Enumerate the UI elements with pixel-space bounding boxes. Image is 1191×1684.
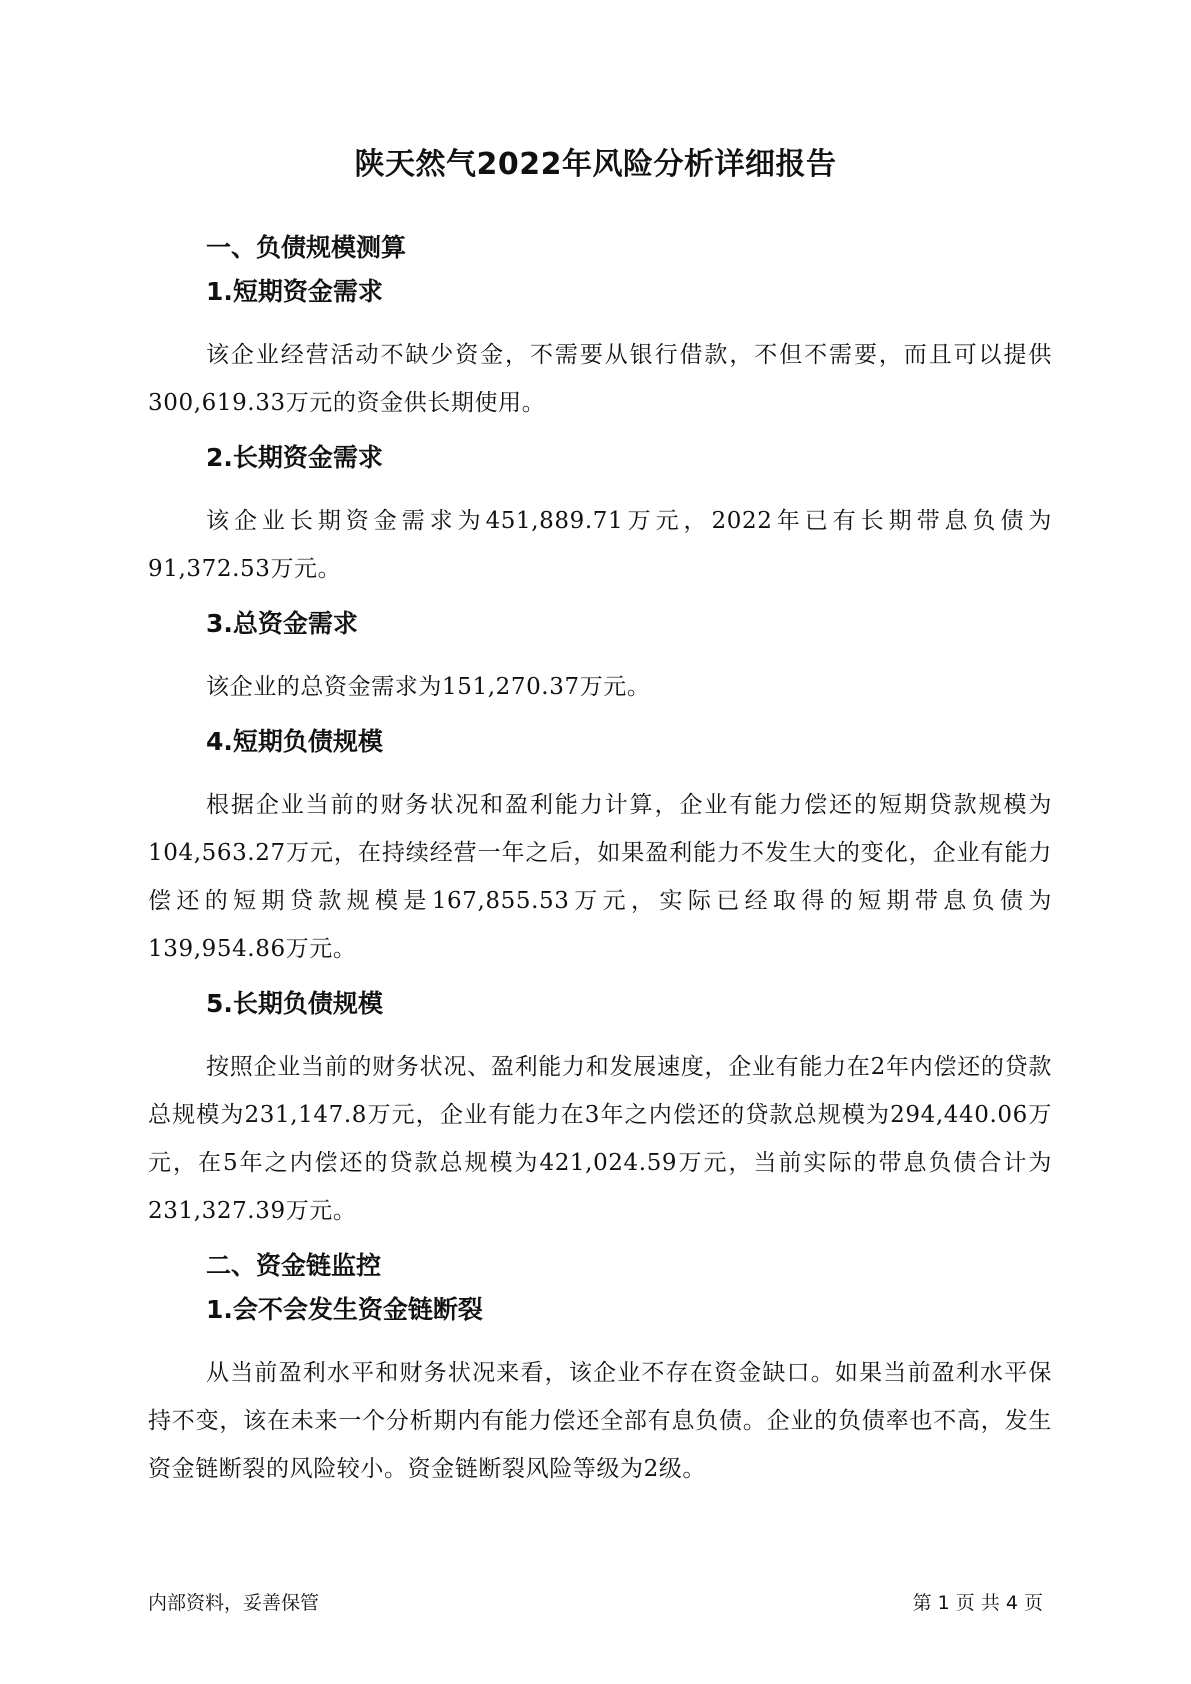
paragraph-total-capital: 该企业的总资金需求为151,270.37万元。 [206, 674, 651, 700]
subsection-heading-long-term-debt: 5.长期负债规模 [206, 989, 383, 1018]
paragraph-short-term-capital: 该企业经营活动不缺少资金，不需要从银行借款，不但不需要，而且可以提供300,619.33万元的资金供长期使用。 [148, 342, 1052, 416]
paragraph-long-term-debt: 按照企业当前的财务状况、盈利能力和发展速度，企业有能力在2年内偿还的贷款总规模为231,147.8万元，企业有能力在3年之内偿还的贷款总规模为294,440.06万元，在5年之内偿还的贷款总规模为421,024.59万元，当前实际的带息负债合计为231,327.39万元。 [148, 1054, 1052, 1224]
paragraph-chain-break: 从当前盈利水平和财务状况来看，该企业不存在资金缺口。如果当前盈利水平保持不变，该在未来一个分析期内有能力偿还全部有息负债。企业的负债率也不高，发生资金链断裂的风险较小。资金链断裂风险等级为2级。 [148, 1360, 1052, 1482]
footer-page-number: 第 1 页 共 4 页 [912, 1592, 1043, 1614]
subsection-heading-long-term-capital: 2.长期资金需求 [206, 443, 383, 472]
subsection-heading-short-term-debt: 4.短期负债规模 [206, 727, 383, 756]
paragraph-short-term-debt: 根据企业当前的财务状况和盈利能力计算，企业有能力偿还的短期贷款规模为104,563.27万元，在持续经营一年之后，如果盈利能力不发生大的变化，企业有能力偿还的短期贷款规模是167,855.53万元，实际已经取得的短期带息负债为139,954.86万元。 [148, 792, 1052, 962]
report-title: 陕天然气2022年风险分析详细报告 [354, 147, 837, 182]
report-body [148, 225, 1052, 1507]
paragraph-long-term-capital: 该企业长期资金需求为451,889.71万元，2022年已有长期带息负债为91,372.53万元。 [148, 508, 1052, 582]
subsection-heading-chain-break: 1.会不会发生资金链断裂 [206, 1295, 483, 1324]
footer-confidential-note: 内部资料，妥善保管 [148, 1592, 320, 1614]
section-heading-liability-scale: 一、负债规模测算 [206, 233, 407, 262]
subsection-heading-total-capital: 3.总资金需求 [206, 609, 358, 638]
subsection-heading-short-term-capital: 1.短期资金需求 [206, 277, 383, 306]
section-heading-capital-chain: 二、资金链监控 [206, 1251, 382, 1280]
